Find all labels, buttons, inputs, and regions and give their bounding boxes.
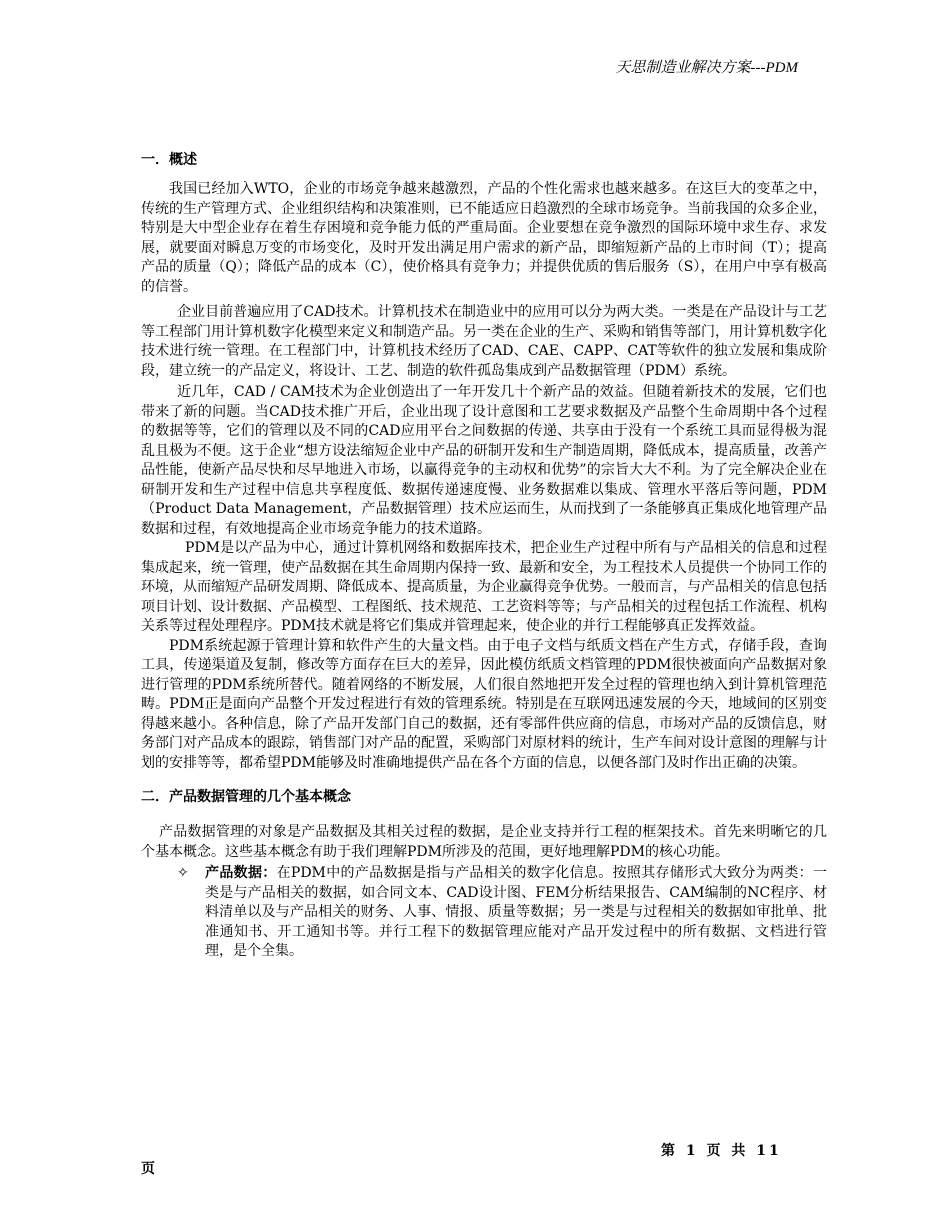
paragraph: 企业目前普遍应用了CAD技术。计算机技术在制造业中的应用可以分为两大类。一类是在产品设计与工艺等工程部门用计算机数字化模型来定义和制造产品。另一类在企业的生产、采购和销售等部门，用计算机数字化技术进行统一管理。在工程部门中，计算机技术经历了CAD、CAE、CAPP、CAT等软件的独立发展和集成阶段，建立统一的产品定义，将设计、工艺、制造的软件孤岛集成到产品数据管理（PDM）系统。 — [141, 304, 827, 379]
bullet-term: 产品数据： — [205, 865, 277, 881]
page-number-tail: 页 — [141, 1161, 155, 1177]
page-number: 第 1 页 共 11 — [661, 1143, 782, 1159]
bullet-item-product-data — [141, 864, 827, 962]
paragraph: PDM系统起源于管理计算和软件产生的大量文档。由于电子文档与纸质文档在产生方式，存储手段，查询工具，传递渠道及复制，修改等方面存在巨大的差异，因此模仿纸质文档管理的PDM很快被面向产品数据对象进行管理的PDM系统所替代。随着网络的不断发展，人们很自然地把开发全过程的管理也纳入到计算机管理范畴。PDM正是面向产品整个开发过程进行有效的管理系统。特别是在互联网迅速发展的今天，地域间的区别变得越来越小。各种信息，除了产品开发部门自己的数据，还有零部件供应商的信息，市场对产品的反馈信息，财务部门对产品成本的跟踪，销售部门对产品的配置，采购部门对原材料的统计，生产车间对设计意图的理解与计划的安排等等，都希望PDM能够及时准确地提供产品在各个方面的信息，以便各部门及时作出正确的决策。 — [141, 637, 827, 771]
section-heading-overview: 一．概述 — [141, 152, 197, 168]
paragraph: 近几年，CAD / CAM技术为企业创造出了一年开发几十个新产品的效益。但随着新技术的发展，它们也带来了新的问题。当CAD技术推广开后，企业出现了设计意图和工艺要求数据及产品整个生命周期中各个过程的数据等等，它们的管理以及不同的CAD应用平台之间数据的传递、共享由于没有一个系统工具而显得极为混乱且极为不便。这于企业“想方设法缩短企业中产品的研制开发和生产制造周期，降低成本，提高质量，改善产品性能，使新产品尽快和尽早地进入市场，以赢得竞争的主动权和优势”的宗旨大大不利。为了完全解决企业在研制开发和生产过程中信息共享程度低、数据传递速度慢、业务数据难以集成、管理水平落后等问题，PDM（Product Data Management，产品数据管理）技术应运而生，从而找到了一条能够真正集成化地管理产品数据和过程，有效地提高企业市场竞争能力的技术道路。 — [141, 384, 827, 537]
section-heading-concepts: 二．产品数据管理的几个基本概念 — [141, 789, 351, 805]
paragraph: PDM是以产品为中心，通过计算机网络和数据库技术，把企业生产过程中所有与产品相关的信息和过程集成起来，统一管理，使产品数据在其生命周期内保持一致、最新和安全，为工程技术人员提供一个协同工作的环境，从而缩短产品研发周期、降低成本、提高质量，为企业赢得竞争优势。一般而言，与产品相关的信息包括项目计划、设计数据、产品模型、工程图纸、技术规范、工艺资料等等；与产品相关的过程包括工作流程、机构关系等过程处理程序。PDM技术就是将它们集成并管理起来，使企业的并行工程能够真正发挥效益。 — [141, 540, 827, 634]
document-body — [141, 150, 827, 962]
bullet-text: 在PDM中的产品数据是指与产品相关的数字化信息。按照其存储形式大致分为两类：一类是与产品相关的数据，如合同文本、CAD设计图、FEM分析结果报告、CAM编制的NC程序、材料清单以及与产品相关的财务、人事、情报、质量等数据；另一类是与过程相关的数据如审批单、批准通知书、开工通知书等。并行工程下的数据管理应能对产品开发过程中的所有数据、文档进行管理，是个全集。 — [205, 865, 827, 959]
diamond-bullet-icon: ✧ — [177, 865, 189, 881]
page-header: 天思制造业解决方案---PDM — [615, 60, 798, 76]
paragraph: 产品数据管理的对象是产品数据及其相关过程的数据，是企业支持并行工程的框架技术。首先来明晰它的几个基本概念。这些基本概念有助于我们理解PDM所涉及的范围，更好地理解PDM的核心功能。 — [141, 824, 827, 860]
paragraph: 我国已经加入WTO，企业的市场竞争越来越激烈，产品的个性化需求也越来越多。在这巨大的变革之中，传统的生产管理方式、企业组织结构和决策准则，已不能适应日趋激烈的全球市场竞争。当前我国的众多企业，特别是大中型企业存在着生存困境和竞争能力低的严重局面。企业要想在竞争激烈的国际环境中求生存、求发展，就要面对瞬息万变的市场变化，及时开发出满足用户需求的新产品，即缩短新产品的上市时间（T）；提高产品的质量（Q）；降低产品的成本（C），使价格具有竞争力；并提供优质的售后服务（S），在用户中享有极高的信誉。 — [141, 181, 827, 295]
